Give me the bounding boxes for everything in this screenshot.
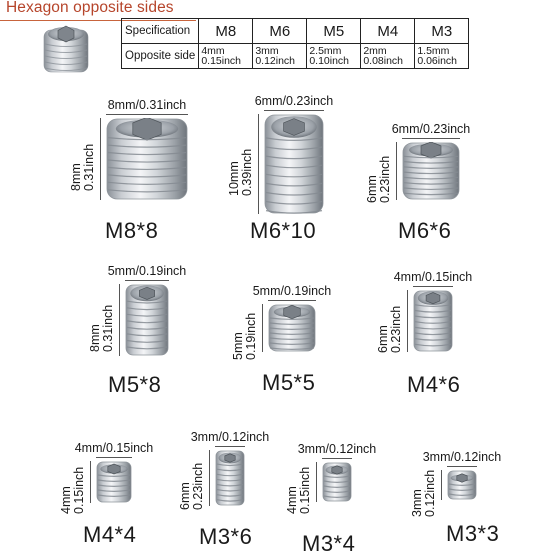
width-label: 8mm/0.31inch: [107, 98, 187, 112]
hexagon-title: Hexagon opposite sides: [6, 0, 174, 16]
opposite-m4: 2mm 0.08inch: [361, 44, 415, 69]
height-dimension-line: [119, 284, 120, 356]
opposite-m8: 4mm 0.15inch: [199, 44, 253, 69]
set-screw-icon: [96, 461, 132, 503]
width-dimension-line: [264, 110, 324, 111]
width-dimension-line: [322, 458, 352, 459]
set-screw-icon: [402, 142, 460, 200]
width-dimension-line: [96, 457, 132, 458]
set-screw-icon: [215, 450, 245, 506]
set-screw-image: [268, 304, 316, 357]
width-dimension-line: [402, 138, 460, 139]
opposite-m6: 3mm 0.12inch: [253, 44, 307, 69]
width-dimension-line: [106, 114, 188, 115]
height-dimension-line: [407, 290, 408, 352]
width-dimension-line: [268, 300, 316, 301]
height-mm: 6mm: [376, 325, 390, 353]
height-dimension-line: [262, 304, 263, 352]
spec-size-m4: M4: [361, 19, 415, 44]
model-label: M6*6: [398, 218, 452, 243]
width-label: 6mm/0.23inch: [254, 94, 334, 108]
height-dimension-line: [100, 118, 101, 200]
opposite-m3: 1.5mm 0.06inch: [415, 44, 469, 69]
height-label: [179, 463, 205, 510]
width-label: 4mm/0.15inch: [393, 270, 473, 284]
height-mm: 4mm: [285, 486, 299, 514]
width-dimension-line: [447, 466, 477, 467]
height-inch: 0.15inch: [72, 466, 86, 514]
height-label: [89, 305, 115, 352]
model-label: M5*8: [108, 372, 162, 397]
width-label: 5mm/0.19inch: [252, 284, 332, 298]
width-label: 3mm/0.12inch: [190, 430, 270, 444]
height-dimension-line: [316, 462, 317, 502]
height-mm: 8mm: [88, 324, 102, 352]
height-label: [366, 156, 392, 203]
set-screw-icon: [125, 284, 169, 356]
height-inch: 0.12inch: [423, 469, 437, 517]
set-screw-icon: [447, 470, 477, 500]
set-screw-image: [106, 118, 188, 205]
model-label: M3*4: [302, 531, 356, 556]
height-label: [70, 144, 96, 191]
height-label: [228, 149, 254, 196]
width-dimension-line: [413, 286, 453, 287]
height-inch: 0.19inch: [244, 312, 258, 360]
height-mm: 6mm: [365, 175, 379, 203]
model-label: M6*10: [250, 218, 317, 243]
spec-size-m6: M6: [253, 19, 307, 44]
width-dimension-line: [125, 280, 169, 281]
width-label: 6mm/0.23inch: [391, 122, 471, 136]
spec-size-m3: M3: [415, 19, 469, 44]
set-screw-image: [264, 114, 324, 219]
spec-table-row-size: [122, 19, 469, 44]
height-dimension-line: [209, 450, 210, 506]
height-dimension-line: [396, 142, 397, 200]
set-screw-icon: [106, 118, 188, 200]
height-dimension-line: [258, 114, 259, 214]
spec-table: [121, 18, 469, 69]
spec-header-label: Specification: [122, 19, 199, 44]
height-label: [60, 467, 86, 514]
height-mm: 5mm: [231, 332, 245, 360]
height-inch: 0.15inch: [298, 466, 312, 514]
width-dimension-line: [215, 446, 245, 447]
height-mm: 10mm: [227, 161, 241, 196]
height-label: [411, 470, 437, 517]
set-screw-icon: [322, 462, 352, 502]
hex-socket-thumbnail-icon: [38, 22, 94, 76]
height-inch: 0.23inch: [378, 155, 392, 203]
height-inch: 0.31inch: [82, 143, 96, 191]
width-label: 3mm/0.12inch: [297, 442, 377, 456]
spec-size-m8: M8: [199, 19, 253, 44]
height-mm: 6mm: [178, 482, 192, 510]
width-label: 4mm/0.15inch: [74, 441, 154, 455]
model-label: M3*6: [199, 524, 253, 549]
set-screw-icon: [268, 304, 316, 352]
set-screw-image: [96, 461, 132, 508]
spec-table-row-opposite: [122, 44, 469, 69]
height-inch: 0.39inch: [240, 148, 254, 196]
opposite-side-label: Opposite side: [122, 44, 199, 69]
height-label: [232, 313, 258, 360]
height-label: [377, 306, 403, 353]
height-inch: 0.31inch: [101, 304, 115, 352]
set-screw-image: [125, 284, 169, 361]
set-screw-icon: [413, 290, 453, 352]
height-dimension-line: [441, 470, 442, 500]
model-label: M4*4: [83, 522, 137, 547]
width-label: 5mm/0.19inch: [107, 264, 187, 278]
model-label: M8*8: [105, 218, 159, 243]
opposite-m5: 2.5mm 0.10inch: [307, 44, 361, 69]
height-inch: 0.23inch: [389, 305, 403, 353]
model-label: M3*3: [446, 521, 500, 546]
height-inch: 0.23inch: [191, 462, 205, 510]
set-screw-image: [215, 450, 245, 511]
height-mm: 4mm: [59, 486, 73, 514]
set-screw-image: [447, 470, 477, 505]
set-screw-image: [402, 142, 460, 205]
set-screw-image: [413, 290, 453, 357]
spec-size-m5: M5: [307, 19, 361, 44]
height-dimension-line: [90, 461, 91, 503]
model-label: M4*6: [407, 372, 461, 397]
height-label: [286, 467, 312, 514]
height-mm: 3mm: [410, 489, 424, 517]
width-label: 3mm/0.12inch: [422, 450, 502, 464]
model-label: M5*5: [262, 370, 316, 395]
set-screw-icon: [264, 114, 324, 214]
height-mm: 8mm: [69, 163, 83, 191]
set-screw-image: [322, 462, 352, 507]
